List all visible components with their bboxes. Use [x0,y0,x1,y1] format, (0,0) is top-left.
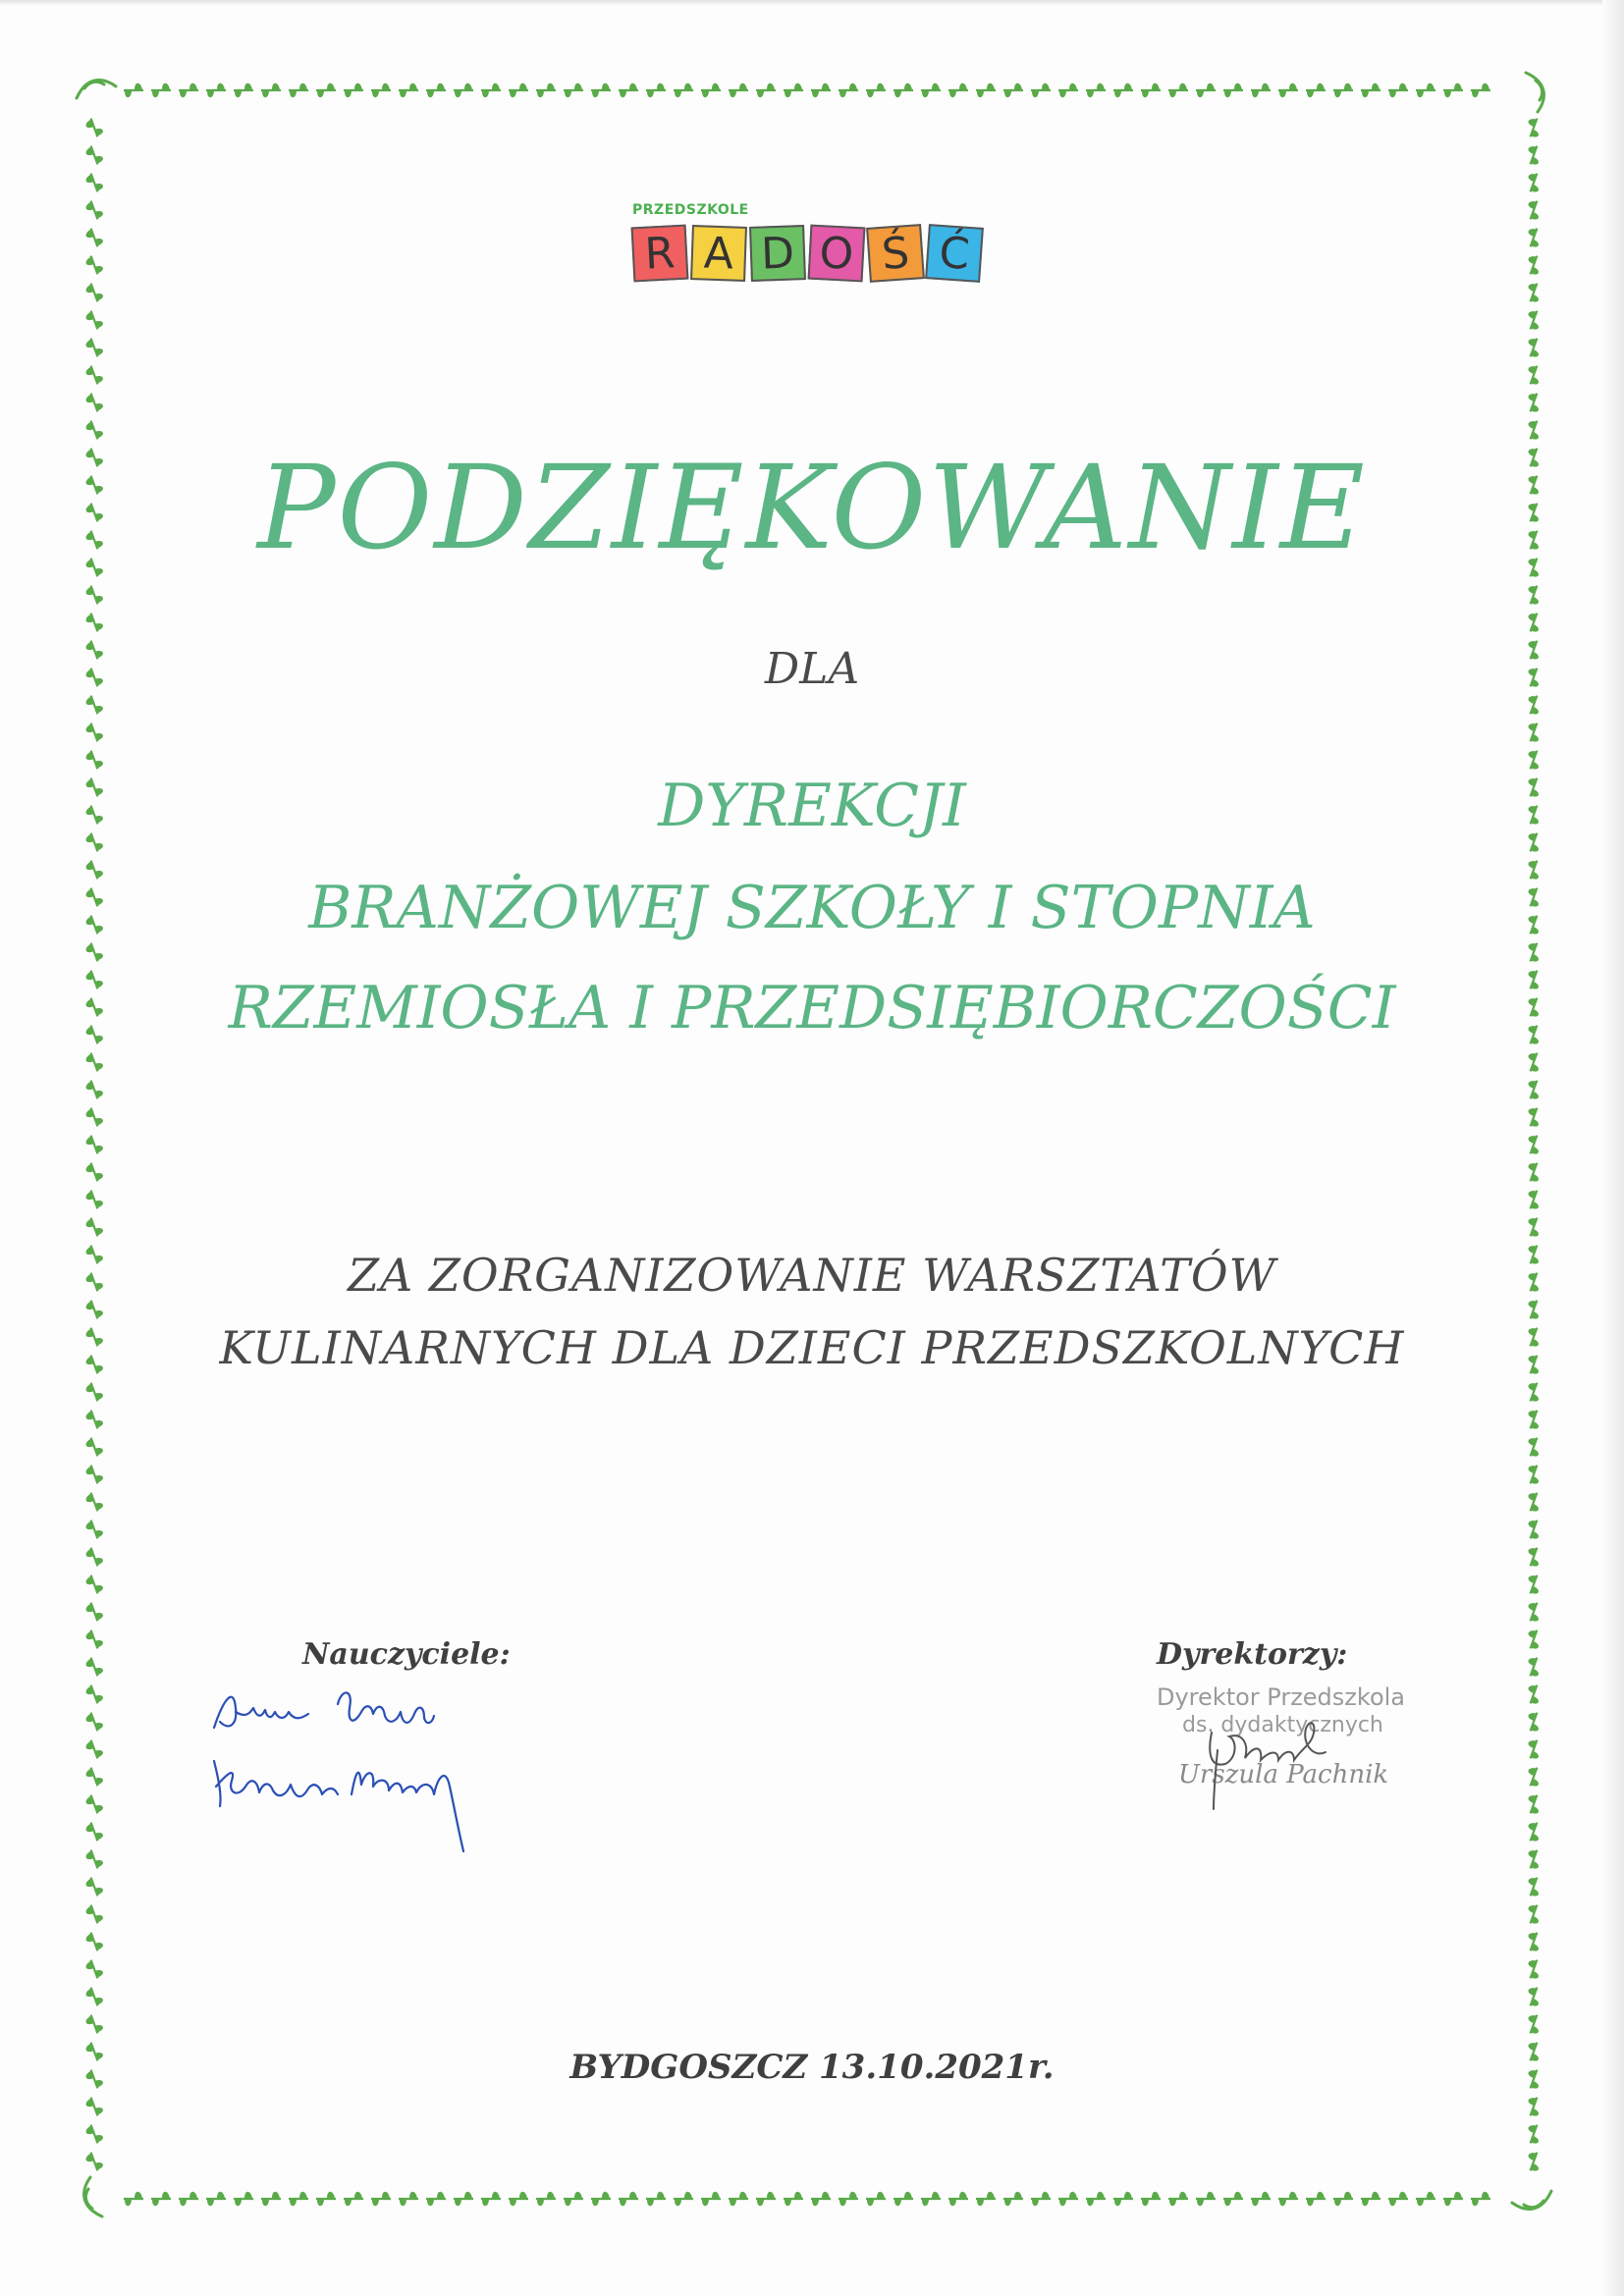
border-leaf [124,2192,143,2207]
border-leaf [84,418,105,442]
border-leaf [1524,1847,1544,1871]
border-leaf [84,2095,105,2118]
border-leaf [1113,83,1133,98]
border-leaf [1524,1133,1544,1156]
border-leaf [1333,2192,1353,2207]
border-leaf [1196,2192,1216,2207]
border-leaf [84,1930,105,1953]
border-leaf [1524,391,1544,414]
border-leaf [893,2192,913,2207]
border-leaf [84,1600,105,1624]
border-leaf [1524,1628,1544,1651]
border-leaf [84,281,105,304]
border-leaf [1524,1737,1544,1761]
border-leaf [1306,2192,1326,2207]
border-leaf [619,2192,638,2207]
border-leaf [481,2192,501,2207]
stamp-line: Dyrektor Przedszkola [1157,1683,1405,1711]
border-corner-swirl [77,80,116,98]
border-leaf [1524,281,1544,304]
border-leaf [426,2192,446,2207]
border-leaf [84,1050,105,1074]
border-leaf [1086,2192,1106,2207]
border-leaf [84,1105,105,1129]
border-leaf [84,198,105,222]
border-leaf [1524,1050,1544,1074]
border-leaf [1524,721,1544,744]
border-leaf [1443,83,1463,98]
border-leaf [1168,83,1188,98]
border-leaf [84,1215,105,1239]
border-leaf [84,1655,105,1679]
border-leaf [84,1408,105,1431]
border-leaf [206,2192,226,2207]
border-leaf [591,83,611,98]
director-signature [1198,1693,1355,1811]
border-leaf [1524,1490,1544,1514]
border-leaf [1524,1792,1544,1816]
border-leaf [1524,308,1544,332]
border-leaf [84,171,105,194]
border-leaf [701,2192,721,2207]
border-leaf [1058,2192,1078,2207]
border-leaf [1058,83,1078,98]
border-leaf [371,2192,391,2207]
border-leaf [1524,143,1544,167]
border-leaf [921,2192,941,2207]
border-leaf [84,116,105,139]
border-leaf [289,83,308,98]
border-leaf [1031,83,1051,98]
border-leaf [1278,83,1298,98]
border-leaf [976,83,996,98]
directors-label: Dyrektorzy: [1157,1637,1348,1672]
border-leaf [84,1490,105,1514]
logo-tile [690,225,747,282]
border-leaf [84,391,105,414]
border-leaf [84,693,105,717]
border-leaf [756,2192,776,2207]
border-leaf [426,83,446,98]
border-leaf [619,83,638,98]
border-leaf [454,83,473,98]
border-leaf [1524,1215,1544,1239]
recipient-line: RZEMIOSŁA I PRZEDSIĘBIORCZOŚCI [228,974,1396,1042]
border-leaf [756,83,776,98]
border-leaf [84,1545,105,1569]
border-leaf [1524,1710,1544,1734]
border-leaf [536,83,556,98]
border-leaf [84,1820,105,1843]
border-leaf [1524,1435,1544,1459]
border-leaf [84,143,105,167]
for-label: DLA [764,644,860,694]
signature-stroke [214,1697,308,1728]
teacher-signatures [206,1679,579,1865]
border-leaf [399,2192,418,2207]
border-leaf [1524,1408,1544,1431]
border-leaf [866,2192,886,2207]
logo-tile [866,224,925,283]
border-leaf [84,363,105,387]
border-leaf [591,2192,611,2207]
border-leaf [84,1463,105,1486]
border-leaf [1524,1930,1544,1953]
border-leaf [948,2192,968,2207]
border-leaf [1361,2192,1380,2207]
border-leaf [1113,2192,1133,2207]
border-leaf [124,83,143,98]
border-leaf [84,1160,105,1184]
border-leaf [509,2192,528,2207]
border-leaf [84,226,105,249]
border-leaf [1524,253,1544,277]
border-corner-swirl [1512,2191,1551,2209]
border-leaf [1524,1463,1544,1486]
border-leaf [481,83,501,98]
border-leaf [399,83,418,98]
border-leaf [976,2192,996,2207]
border-leaf [1416,2192,1435,2207]
border-leaf [1524,940,1544,964]
border-leaf [151,2192,171,2207]
border-leaf [1524,1600,1544,1624]
border-leaf [1524,1765,1544,1789]
logo-tile [749,225,806,282]
reason-line: KULINARNYCH DLA DZIECI PRZEDSZKOLNYCH [219,1321,1405,1374]
border-leaf [1524,2012,1544,2036]
border-leaf [1524,1957,1544,1981]
border-leaf [84,1902,105,1926]
border-leaf [84,308,105,332]
border-leaf [784,2192,803,2207]
border-leaf [1333,83,1353,98]
border-leaf [1003,83,1023,98]
border-leaf [1524,748,1544,772]
border-leaf [84,1792,105,1816]
border-leaf [234,2192,253,2207]
signature-stroke [338,1692,434,1723]
stamp-line: ds. dydaktycznych [1182,1713,1383,1737]
border-leaf [1524,1105,1544,1129]
border-leaf [1361,83,1380,98]
border-leaf [1524,1078,1544,1101]
border-leaf [84,1573,105,1596]
border-leaf [84,721,105,744]
border-leaf [1168,2192,1188,2207]
border-leaf [646,83,666,98]
border-leaf [1388,83,1408,98]
footer-date: BYDGOSZCZ 13.10.2021r. [569,2048,1055,2087]
border-leaf [1524,226,1544,249]
border-leaf [1524,1985,1544,2008]
border-leaf [866,83,886,98]
border-leaf [84,1380,105,1404]
border-leaf [509,83,528,98]
border-leaf [84,583,105,607]
border-leaf [921,83,941,98]
border-leaf [84,1710,105,1734]
border-leaf [1524,2150,1544,2173]
border-leaf [84,1737,105,1761]
border-leaf [316,2192,336,2207]
border-leaf [1524,1380,1544,1404]
border-leaf [1524,418,1544,442]
border-leaf [344,83,363,98]
border-leaf [84,611,105,634]
border-leaf [1524,1545,1544,1569]
border-leaf [84,1985,105,2008]
border-leaf [1524,1875,1544,1898]
border-leaf [84,336,105,359]
border-leaf [1524,1682,1544,1706]
border-leaf [84,2150,105,2173]
border-leaf [1524,583,1544,607]
border-leaf [674,83,693,98]
border-leaf [84,940,105,964]
reason-line: ZA ZORGANIZOWANIE WARSZTATÓW [348,1249,1276,1302]
logo-letter: D [760,227,795,280]
border-leaf [84,1188,105,1211]
border-leaf [179,2192,198,2207]
border-leaf [839,83,858,98]
border-leaf [84,1847,105,1871]
logo-letter: Ć [937,227,972,280]
border-leaf [729,2192,748,2207]
border-leaf [701,83,721,98]
border-leaf [564,2192,583,2207]
border-leaf [784,83,803,98]
border-leaf [84,1875,105,1898]
border-leaf [84,1628,105,1651]
director-stamp [1149,1683,1443,1821]
border-leaf [84,1518,105,1541]
border-leaf [84,2122,105,2146]
border-leaf [1251,83,1271,98]
border-leaf [1031,2192,1051,2207]
border-leaf [948,83,968,98]
border-leaf [84,1078,105,1101]
border-leaf [344,2192,363,2207]
border-leaf [811,2192,831,2207]
border-leaf [1141,2192,1161,2207]
border-leaf [1524,1518,1544,1541]
logo-tile [925,224,984,283]
border-leaf [179,83,198,98]
border-leaf [1086,83,1106,98]
border-corner-swirl [1526,73,1543,112]
border-leaf [536,2192,556,2207]
signature-stroke [214,1761,338,1806]
border-leaf [1388,2192,1408,2207]
border-leaf [1524,611,1544,634]
border-leaf [84,1435,105,1459]
certificate-title: PODZIĘKOWANIE [257,440,1367,575]
border-leaf [839,2192,858,2207]
border-leaf [84,748,105,772]
border-leaf [1471,83,1490,98]
logo-letter: A [703,227,734,280]
border-leaf [84,1682,105,1706]
logo-przedszkole-radosc [632,202,998,300]
border-leaf [1524,1573,1544,1596]
logo-letter: R [643,227,677,280]
border-leaf [1524,1820,1544,1843]
border-leaf [1003,2192,1023,2207]
border-leaf [1524,171,1544,194]
border-leaf [564,83,583,98]
border-leaf [371,83,391,98]
border-leaf [1524,1902,1544,1926]
border-leaf [84,253,105,277]
border-leaf [811,83,831,98]
border-leaf [1443,2192,1463,2207]
signature-stroke [1210,1723,1326,1809]
logo-tile [808,225,866,283]
border-leaf [1524,363,1544,387]
border-leaf [1223,83,1243,98]
border-leaf [84,1133,105,1156]
recipient-line: BRANŻOWEJ SZKOŁY I STOPNIA [308,874,1316,942]
border-leaf [1471,2192,1490,2207]
border-leaf [1524,1160,1544,1184]
border-leaf [1524,693,1544,717]
border-leaf [234,83,253,98]
signature-stroke [352,1773,463,1851]
border-leaf [1524,336,1544,359]
logo-caption: PRZEDSZKOLE [632,202,749,218]
logo-letter: O [818,227,855,280]
border-leaf [84,1765,105,1789]
border-leaf [84,2012,105,2036]
border-corner-swirl [84,2177,102,2216]
border-leaf [1524,1188,1544,1211]
logo-tile [631,225,689,283]
border-leaf [729,83,748,98]
border-leaf [1524,116,1544,139]
stamp-line: Urszula Pachnik [1178,1760,1389,1789]
border-leaf [84,1957,105,1981]
border-leaf [1141,83,1161,98]
border-leaf [1524,2122,1544,2146]
border-leaf [151,83,171,98]
border-leaf [1416,83,1435,98]
logo-letter: Ś [880,227,911,280]
border-leaf [893,83,913,98]
border-leaf [1524,1655,1544,1679]
border-leaf [674,2192,693,2207]
border-leaf [1306,83,1326,98]
border-leaf [206,83,226,98]
recipient-line: DYREKCJI [658,772,966,840]
border-leaf [1196,83,1216,98]
border-leaf [261,83,281,98]
border-leaf [289,2192,308,2207]
border-leaf [646,2192,666,2207]
border-leaf [1223,2192,1243,2207]
border-leaf [1524,2095,1544,2118]
border-leaf [1251,2192,1271,2207]
border-leaf [1524,198,1544,222]
teachers-label: Nauczyciele: [302,1637,511,1672]
border-leaf [261,2192,281,2207]
border-leaf [454,2192,473,2207]
border-leaf [316,83,336,98]
border-leaf [1278,2192,1298,2207]
